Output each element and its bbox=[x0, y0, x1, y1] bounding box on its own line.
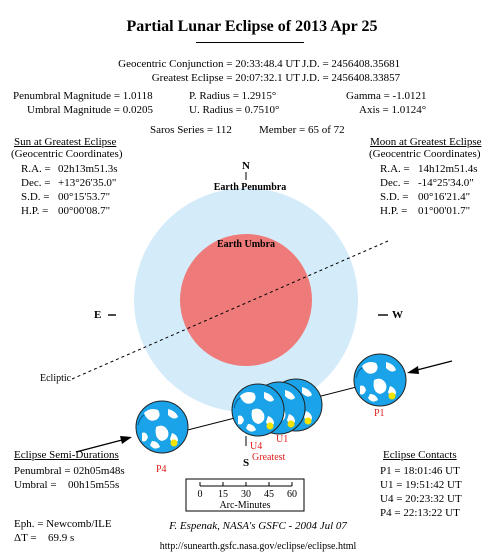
p4-label: P4 bbox=[156, 464, 167, 475]
sun-sd-label: S.D. = bbox=[21, 191, 50, 203]
arrow-to-p1-line bbox=[417, 361, 452, 370]
moon-ra-value: 14h12m51.4s bbox=[418, 163, 478, 175]
moon-dec-value: -14°25'34.0" bbox=[418, 177, 474, 189]
ephemeris: Eph. = Newcomb/ILE bbox=[14, 518, 112, 530]
umbral-magnitude: Umbral Magnitude = 0.0205 bbox=[27, 104, 153, 116]
east-label: E bbox=[94, 309, 102, 321]
sun-heading: Sun at Greatest Eclipse bbox=[14, 136, 117, 148]
greatest-label: Greatest bbox=[252, 452, 286, 463]
sun-ra-value: 02h13m51.3s bbox=[58, 163, 118, 175]
umbral-radius: U. Radius = 0.7510° bbox=[189, 104, 280, 116]
u4-label: U4 bbox=[250, 441, 263, 452]
moon-heading: Moon at Greatest Eclipse bbox=[370, 136, 482, 148]
penumbral-radius: P. Radius = 1.2915° bbox=[189, 90, 277, 102]
contact-u4: U4 = 20:23:32 UT bbox=[380, 493, 462, 505]
moon-ra-label: R.A. = bbox=[380, 163, 410, 175]
sun-dec-label: Dec. = bbox=[21, 177, 51, 189]
sun-dec-value: +13°26'35.0" bbox=[58, 177, 117, 189]
umbral-duration-label: Umbral = bbox=[14, 479, 57, 491]
moon-p1-globe bbox=[354, 354, 406, 406]
penumbral-magnitude: Penumbral Magnitude = 1.0118 bbox=[13, 90, 153, 102]
greatest-eclipse-time: Greatest Eclipse = 20:07:32.1 UT bbox=[151, 72, 300, 84]
contact-p4: P4 = 22:13:22 UT bbox=[380, 507, 460, 519]
durations-heading: Eclipse Semi-Durations bbox=[14, 449, 119, 461]
moon-hp-value: 01°00'01.7" bbox=[418, 205, 471, 217]
arrow-to-p4-head bbox=[120, 436, 132, 444]
sun-ra-label: R.A. = bbox=[21, 163, 51, 175]
west-label: W bbox=[392, 309, 403, 321]
earth-umbra-label: Earth Umbra bbox=[216, 239, 276, 250]
moon-p4-globe bbox=[136, 401, 188, 453]
axis: Axis = 1.0124° bbox=[359, 104, 427, 116]
saros-member: Member = 65 of 72 bbox=[259, 124, 345, 136]
source-url: http://sunearth.gsfc.nasa.gov/eclipse/eclipse.html bbox=[159, 541, 357, 552]
scale-label-60: 60 bbox=[287, 489, 297, 500]
saros-series: Saros Series = 112 bbox=[150, 124, 232, 136]
penumbral-duration: Penumbral = 02h05m48s bbox=[14, 465, 125, 477]
conjunction-time: Geocentric Conjunction = 20:33:48.4 UT bbox=[118, 58, 300, 70]
south-label: S bbox=[242, 457, 250, 469]
scale-label-45: 45 bbox=[264, 489, 274, 500]
sun-hp-label: H.P. = bbox=[21, 205, 49, 217]
ecliptic-label: Ecliptic bbox=[40, 373, 72, 384]
earth-penumbra-label: Earth Penumbra bbox=[213, 182, 287, 193]
moon-dec-label: Dec. = bbox=[380, 177, 410, 189]
sun-sd-value: 00°15'53.7" bbox=[58, 191, 111, 203]
delta-t-label: ΔT = bbox=[14, 532, 37, 544]
earth-umbra-disk bbox=[180, 234, 312, 366]
contact-p1: P1 = 18:01:46 UT bbox=[380, 465, 460, 477]
scale-label-0: 0 bbox=[197, 489, 203, 500]
moon-sd-label: S.D. = bbox=[380, 191, 409, 203]
moon-subheading: (Geocentric Coordinates) bbox=[369, 148, 481, 160]
greatest-eclipse-jd: J.D. = 2456408.33857 bbox=[302, 72, 401, 84]
sun-hp-value: 00°00'08.7" bbox=[58, 205, 111, 217]
conjunction-jd: J.D. = 2456408.35681 bbox=[302, 58, 401, 70]
umbral-duration-value: 00h15m55s bbox=[68, 479, 120, 491]
arrow-to-p1-head bbox=[407, 366, 419, 374]
contacts-heading: Eclipse Contacts bbox=[383, 449, 457, 461]
moon-hp-label: H.P. = bbox=[380, 205, 408, 217]
credit-line: F. Espenak, NASA's GSFC - 2004 Jul 07 bbox=[169, 520, 347, 532]
sun-subheading: (Geocentric Coordinates) bbox=[11, 148, 123, 160]
delta-t-value: 69.9 s bbox=[48, 532, 75, 544]
moon-sd-value: 00°16'21.4" bbox=[418, 191, 471, 203]
scale-label-30: 30 bbox=[241, 489, 251, 500]
scale-units-label: Arc-Minutes bbox=[219, 500, 271, 511]
gamma: Gamma = -1.0121 bbox=[346, 90, 427, 102]
p1-label: P1 bbox=[374, 408, 385, 419]
u1-label: U1 bbox=[276, 434, 289, 445]
page-title: Partial Lunar Eclipse of 2013 Apr 25 bbox=[126, 18, 378, 35]
north-label: N bbox=[242, 160, 250, 172]
contact-u1: U1 = 19:51:42 UT bbox=[380, 479, 462, 491]
moon-u4-globe bbox=[232, 384, 284, 436]
scale-label-15: 15 bbox=[218, 489, 228, 500]
